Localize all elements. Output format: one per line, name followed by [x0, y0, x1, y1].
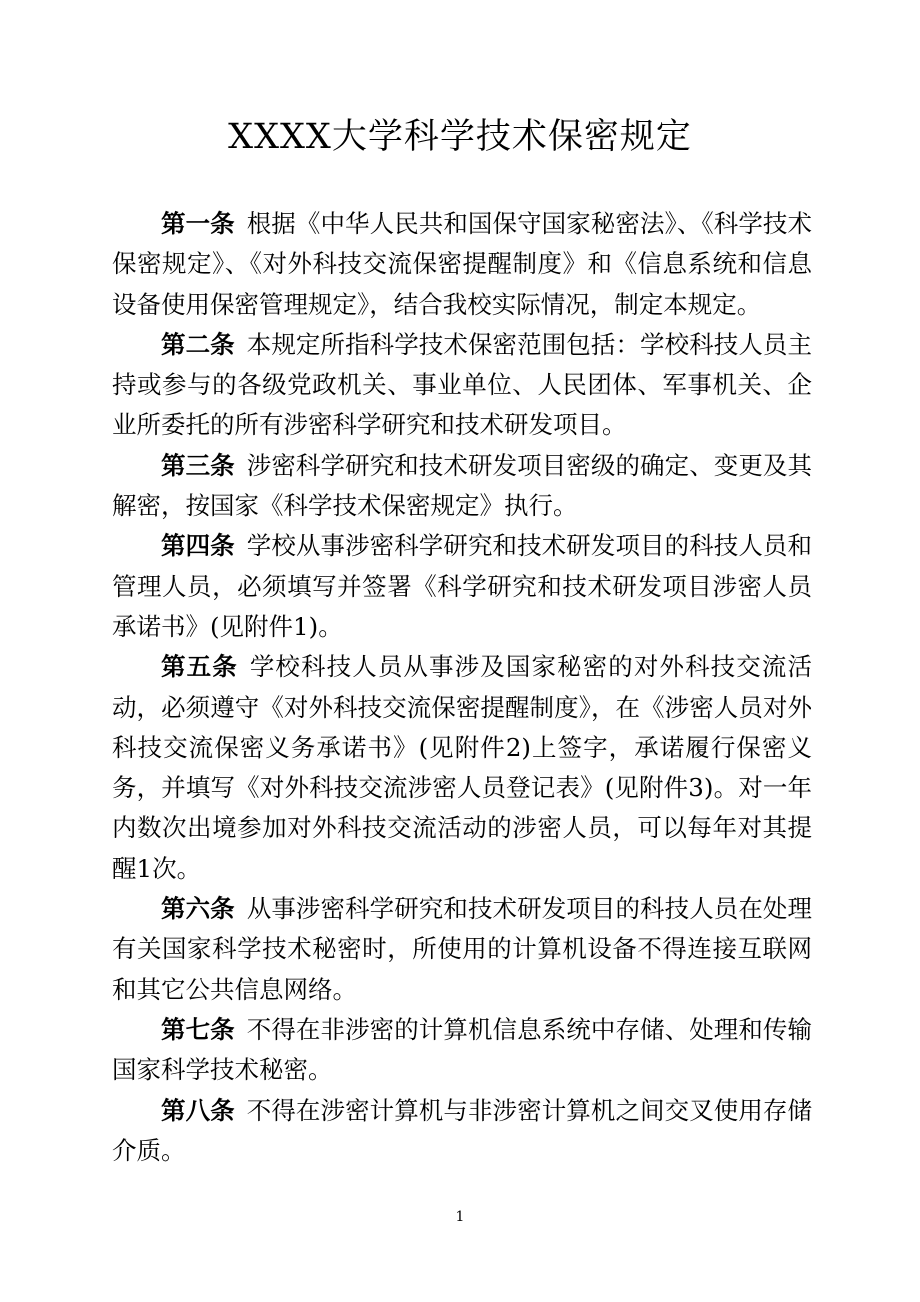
article-5 [112, 647, 812, 889]
article-7 [112, 1010, 812, 1091]
article-text: 涉密科学研究和技术研发项目密级的确定、变更及其解密，按国家《科学技术保密规定》执行。 [112, 450, 813, 521]
article-label: 第一条 [161, 209, 235, 238]
article-8 [112, 1091, 812, 1172]
article-label: 第五条 [161, 652, 238, 682]
article-text: 本规定所指科学技术保密范围包括：学校科技人员主持或参与的各级党政机关、事业单位、人民团体、军事机关、企业所委托的所有涉密科学研究和技术研发项目。 [112, 329, 813, 440]
article-label: 第八条 [161, 1095, 235, 1125]
article-6 [112, 889, 812, 1010]
article-label: 第四条 [161, 531, 235, 561]
article-text: 从事涉密科学研究和技术研发项目的科技人员在处理有关国家科学技术秘密时，所使用的计算机设备不得连接互联网和其它公共信息网络。 [112, 894, 813, 1004]
article-label: 第六条 [161, 894, 235, 924]
article-text: 学校科技人员从事涉及国家秘密的对外科技交流活动，必须遵守《对外科技交流保密提醒制度》，在《涉密人员对外科技交流保密义务承诺书》(见附件2)上签字，承诺履行保密义务，并填写《对外科技交流涉密人员登记表》(见附件3)。对一年内数次出境参加对外科技交流活动的涉密人员，可以每年对其提醒1次。 [112, 652, 812, 883]
article-text: 不得在涉密计算机与非涉密计算机之间交叉使用存储介质。 [112, 1095, 813, 1165]
article-2 [112, 325, 812, 446]
article-3 [112, 446, 812, 527]
page-number: 1 [455, 1209, 465, 1225]
article-label: 第七条 [161, 1014, 235, 1044]
document-title: XXXX大学科学技术保密规定 [228, 117, 692, 157]
document-body [112, 204, 812, 1171]
article-label: 第二条 [161, 329, 235, 359]
article-label: 第三条 [161, 450, 235, 480]
article-text: 不得在非涉密的计算机信息系统中存储、处理和传输国家科学技术秘密。 [112, 1014, 813, 1085]
article-text: 学校从事涉密科学研究和技术研发项目的科技人员和管理人员，必须填写并签署《科学研究和技术研发项目涉密人员承诺书》(见附件1)。 [112, 531, 813, 641]
article-text: 根据《中华人民共和国保守国家秘密法》、《科学技术保密规定》、《对外科技交流保密提醒制度》和《信息系统和信息设备使用保密管理规定》，结合我校实际情况，制定本规定。 [112, 209, 813, 319]
article-4 [112, 526, 812, 647]
article-1 [112, 204, 812, 325]
